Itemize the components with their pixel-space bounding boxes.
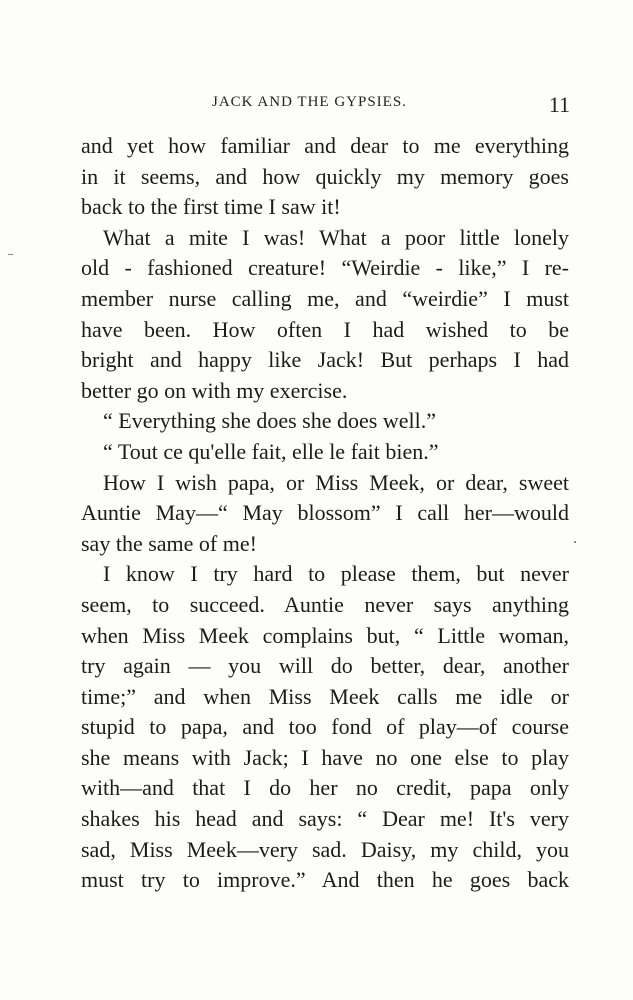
text-line: seem, to succeed. Auntie never says anything: [81, 591, 569, 617]
margin-mark: [574, 541, 576, 543]
text-line: “ Tout ce qu'elle fait, elle le fait bien.”: [103, 438, 439, 464]
text-line: “ Everything she does she does well.”: [103, 408, 436, 434]
text-line: time;” and when Miss Meek calls me idle or: [81, 683, 569, 709]
text-line: in it seems, and how quickly my memory goes: [81, 163, 569, 189]
text-line: when Miss Meek complains but, “ Little woman,: [81, 622, 569, 648]
text-line: have been. How often I had wished to be: [81, 316, 569, 342]
page-header: [80, 92, 570, 118]
text-line: stupid to papa, and too fond of play—of course: [81, 714, 569, 740]
text-line: with—and that I do her no credit, papa only: [81, 775, 569, 801]
text-line: better go on with my exercise.: [81, 377, 348, 403]
text-line: must try to improve.” And then he goes back: [81, 867, 569, 893]
text-line: try again — you will do better, dear, another: [81, 653, 569, 679]
body-text: [81, 131, 569, 896]
text-line: sad, Miss Meek—very sad. Daisy, my child, you: [81, 836, 569, 862]
text-line: say the same of me!: [81, 530, 257, 556]
running-title: JACK AND THE GYPSIES.: [212, 94, 407, 110]
text-line: shakes his head and says: “ Dear me! It's very: [81, 806, 569, 832]
text-line: What a mite I was! What a poor little lonely: [103, 224, 569, 250]
text-line: and yet how familiar and dear to me everything: [81, 133, 569, 158]
text-line: How I wish papa, or Miss Meek, or dear, sweet: [103, 469, 569, 495]
page-number: 11: [548, 92, 570, 117]
text-line: she means with Jack; I have no one else to play: [81, 744, 569, 770]
text-line: Auntie May—“ May blossom” I call her—would: [81, 500, 569, 526]
text-line: member nurse calling me, and “weirdie” I must: [81, 285, 569, 311]
text-line: I know I try hard to please them, but never: [103, 561, 569, 587]
text-line: bright and happy like Jack! But perhaps I had: [81, 347, 569, 373]
text-line: old - fashioned creature! “Weirdie - like,” I re-: [81, 255, 569, 281]
text-line: back to the first time I saw it!: [81, 194, 341, 220]
margin-mark: [8, 254, 13, 255]
